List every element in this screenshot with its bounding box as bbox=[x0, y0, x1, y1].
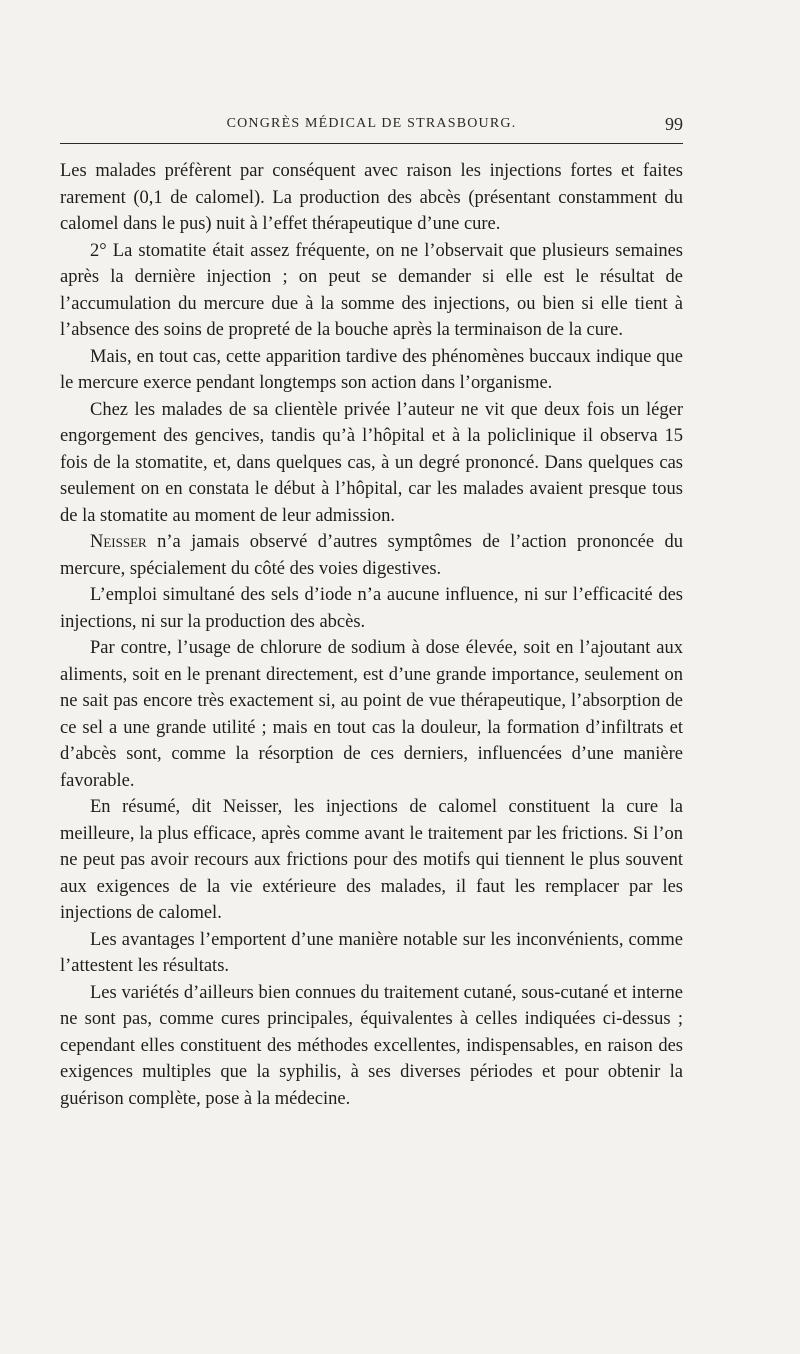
running-header bbox=[60, 112, 683, 136]
paragraph-3: Mais, en tout cas, cette apparition tardive des phénomènes buccaux indique que le mercure exerce pendant longtemps son action dans l’organisme. bbox=[60, 346, 683, 393]
body-text bbox=[60, 158, 683, 1112]
paragraph-5-text: n’a jamais observé d’autres symptômes de l’action prononcée du mercure, spécialement du côté des voies digestives. bbox=[60, 532, 683, 579]
paragraph-8: En résumé, dit Neisser, les injections de calomel constituent la cure la meilleure, la plus efficace, après comme avant le traitement par les frictions. Si l’on ne peut pas avoir recours aux frictions pour des motifs qui tiennent le plus souvent aux exigences de la vie extérieure des malades, il faut les remplacer par les injections de calomel. bbox=[60, 797, 683, 923]
paragraph-6: L’emploi simultané des sels d’iode n’a aucune influence, ni sur l’efficacité des injections, ni sur la production des abcès. bbox=[60, 585, 683, 632]
paragraph-9: Les avantages l’emportent d’une manière notable sur les inconvénients, comme l’attestent les résultats. bbox=[60, 929, 683, 976]
running-title: CONGRÈS MÉDICAL DE STRASBOURG. bbox=[226, 116, 517, 131]
header-rule bbox=[60, 143, 683, 144]
paragraph-4: Chez les malades de sa clientèle privée l’auteur ne vit que deux fois un léger engorgement des gencives, tandis qu’à l’hôpital et à la policlinique il observa 15 fois de la stomatite, et, dans quelques cas, à un degré prononcé. Dans quelques cas seulement on en constata le début à l’hôpital, car les malades avaient presque tous de la stomatite au moment de leur admission. bbox=[60, 399, 683, 526]
author-name: Neisser bbox=[90, 532, 147, 552]
page-number: 99 bbox=[665, 114, 683, 134]
paragraph-1: Les malades préfèrent par conséquent avec raison les injections fortes et faites rarement (0,1 de calomel). La production des abcès (présentant constamment du calomel dans le pus) nuit à l’effet thérapeutique d’une cure. bbox=[60, 161, 683, 234]
paragraph-7: Par contre, l’usage de chlorure de sodium à dose élevée, soit en l’ajoutant aux aliments, soit en le prenant directement, est d’une grande importance, seulement on ne sait pas encore très exactement si, au point de vue thérapeutique, l’absorption de ce sel a une grande utilité ; mais en tout cas la douleur, la formation d’infiltrats et d’abcès sont, comme la résorption de ces derniers, influencées d’une manière favorable. bbox=[60, 638, 683, 791]
paragraph-5 bbox=[60, 529, 683, 582]
paragraph-2: 2° La stomatite était assez fréquente, on ne l’observait que plusieurs semaines après la dernière injection ; on peut se demander si elle est le résultat de l’accumulation du mercure due à la somme des injections, ou bien si elle tient à l’absence des soins de propreté de la bouche après la terminaison de la cure. bbox=[60, 240, 683, 340]
paragraph-10: Les variétés d’ailleurs bien connues du traitement cutané, sous-cutané et interne ne sont pas, comme cures principales, équivalentes à celles indiquées ci-dessus ; cependant elles constituent des méthodes excellentes, indispensables, en raison des exigences multiples que la syphilis, à ses diverses périodes et pour obtenir la guérison complète, pose à la médecine. bbox=[60, 982, 683, 1109]
